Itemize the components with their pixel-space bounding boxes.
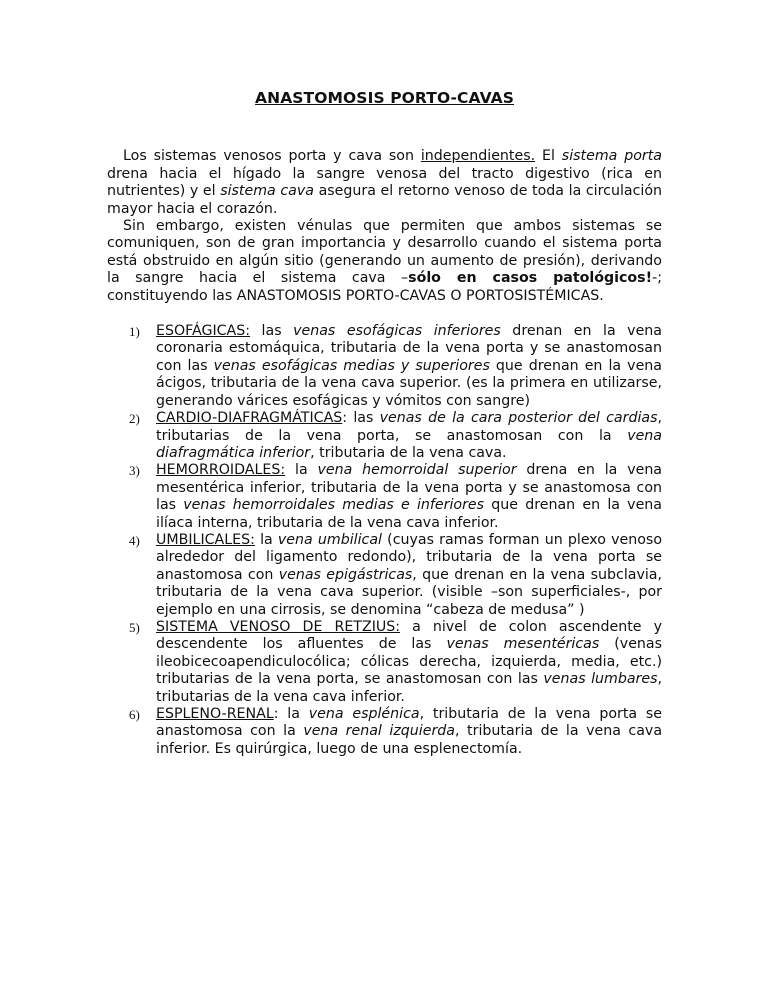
item-term: venas lumbares (543, 671, 658, 688)
list-item (107, 532, 662, 619)
independientes-underlined: independientes. (420, 148, 536, 165)
list-item (107, 706, 662, 758)
item-heading: ESOFÁGICAS: (156, 323, 251, 340)
sistema-cava-term: sistema cava (220, 183, 314, 200)
item-term: venas esofágicas inferiores (293, 323, 501, 340)
item-heading: ESPLENO-RENAL (156, 706, 274, 722)
item-text: a nivel de colon ascendente y descendente los afluentes de las (156, 618, 662, 653)
item-number: 2) (129, 411, 140, 427)
intro-text: El (535, 148, 562, 165)
intro-text: drena hacia el hígado la sangre venosa del tracto digestivo (rica en nutrientes) y el (107, 165, 662, 200)
document-page (107, 90, 662, 758)
list-item (107, 323, 662, 410)
item-term: venas mesentéricas (446, 636, 600, 653)
second-text: -; constituyendo las ANASTOMOSIS PORTO-CAVAS O PORTOSISTÉMICAS. (107, 270, 662, 304)
item-heading: UMBILICALES: (156, 531, 255, 548)
item-text: (cuyas ramas forman un plexo venoso alrededor del ligamento redondo), tributaria de la vena porta se anastomosa con (156, 531, 662, 583)
second-paragraph (107, 218, 662, 305)
item-text: (venas ileobicecoapendiculocólica; cólicas derecha, izquierda, media, etc.) tributarias de la vena porta, se anastomosan con las (156, 636, 662, 688)
item-term: venas epigástricas (278, 566, 413, 583)
item-term: vena umbilical (277, 531, 382, 548)
intro-paragraph (107, 148, 662, 218)
item-text: : la (273, 706, 309, 722)
item-term: venas de la cara posterior del cardias (379, 410, 658, 427)
item-text: drena en la vena mesentérica inferior, tributaria de la vena porta y se anastomosa con las (156, 462, 662, 514)
item-text: , tributarias de la vena cava inferior. (156, 671, 662, 705)
item-term: vena diafragmática inferior (156, 427, 662, 461)
item-number: 5) (129, 619, 140, 635)
list-item (107, 462, 662, 532)
item-text: que drenan en la vena ilíaca interna, tributaria de la vena cava inferior. (156, 497, 662, 531)
item-number: 1) (129, 324, 140, 340)
item-number: 3) (129, 463, 140, 479)
spacer (107, 305, 662, 323)
item-heading: HEMORROIDALES: (156, 462, 286, 479)
item-number: 4) (129, 532, 140, 548)
intro-text: asegura el retorno venoso de toda la circulación mayor hacia el corazón. (107, 183, 662, 217)
item-text: que drenan en la vena ácigos, tributaria de la vena cava superior. (es la primera en utilizarse, generando várices esofágicas y vómitos con sangre) (156, 357, 662, 409)
item-heading: CARDIO-DIAFRAGMÁTICAS (156, 410, 343, 427)
document-title: ANASTOMOSIS PORTO-CAVAS (255, 89, 514, 107)
list-item (107, 410, 662, 462)
pathologic-emphasis: sólo en casos patológicos! (408, 270, 653, 287)
item-term: vena hemorroidal superior (317, 462, 517, 479)
item-text: : las (342, 410, 380, 427)
item-text: , tributaria de la vena porta se anastomosa con la (156, 706, 663, 740)
item-text: las (250, 323, 294, 340)
list-item (107, 619, 662, 706)
item-text: la (254, 531, 278, 548)
second-text: Sin embargo, existen vénulas que permiten que ambos sistemas se comuniquen, son de gran importancia y desarrollo cuando el sistema porta está obstruido en algún sitio (generando un aumento de presión), derivando la sangre hacia el sistema cava – (107, 218, 662, 287)
item-text: drenan en la vena coronaria estomáquica, tributaria de la vena porta y se anastomosan con las (156, 323, 662, 374)
item-text: la (285, 462, 318, 479)
item-text: , tributaria de la vena cava. (310, 444, 507, 461)
item-term: venas esofágicas medias y superiores (213, 357, 490, 374)
item-text: , tributarias de la vena porta, se anastomosan con la (156, 410, 662, 444)
item-term: vena esplénica (308, 706, 420, 722)
item-text: , tributaria de la vena cava inferior. Es quirúrgica, luego de una esplenectomía. (156, 723, 663, 757)
item-number: 6) (129, 707, 140, 722)
sistema-porta-term: sistema porta (561, 148, 662, 165)
item-term: venas hemorroidales medias e inferiores (183, 497, 485, 514)
intro-text: Los sistemas venosos porta y cava son (123, 148, 421, 165)
item-heading: SISTEMA VENOSO DE RETZIUS: (156, 618, 401, 635)
item-term: vena renal izquierda (303, 723, 455, 740)
item-text: , que drenan en la vena subclavia, tributaria de la vena cava superior. (visible –son superficiales-, por ejemplo en una cirrosis, se denomina “cabeza de medusa” ) (156, 566, 663, 618)
anastomosis-list (107, 323, 662, 758)
